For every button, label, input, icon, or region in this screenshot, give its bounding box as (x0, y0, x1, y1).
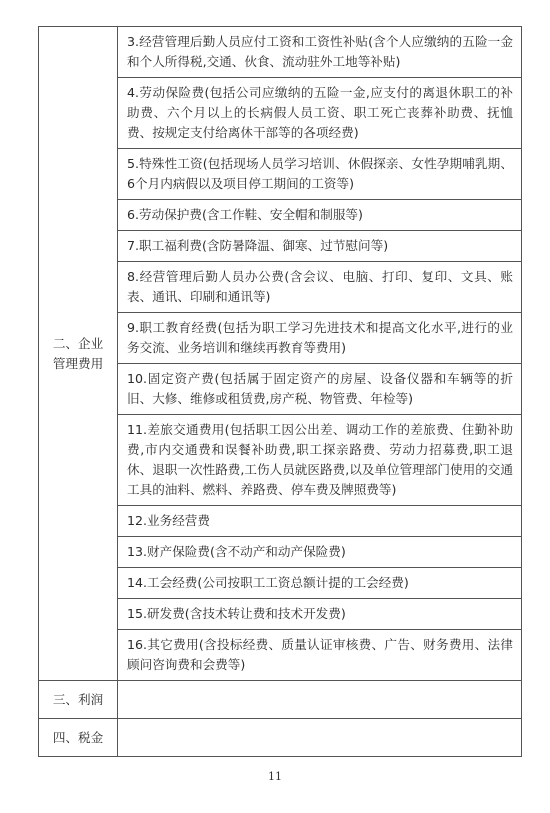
item-cell: 3.经营管理后勤人员应付工资和工资性补贴(含个人应缴纳的五险一金和个人所得税,交通、伙食、流动驻外工地等补贴) (118, 27, 522, 78)
table-row (39, 27, 522, 78)
item-cell: 13.财产保险费(含不动产和动产保险费) (118, 537, 522, 568)
category-cell-management-expenses (39, 27, 118, 681)
item-cell: 12.业务经营费 (118, 506, 522, 537)
empty-cell (118, 681, 522, 719)
category-cell-profit: 三、利润 (39, 681, 118, 719)
item-cell: 5.特殊性工资(包括现场人员学习培训、休假探亲、女性孕期哺乳期、6个月内病假以及项目停工期间的工资等) (118, 149, 522, 200)
item-cell: 8.经营管理后勤人员办公费(含会议、电脑、打印、复印、文具、账表、通讯、印刷和通讯等) (118, 262, 522, 313)
item-cell: 11.差旅交通费用(包括职工因公出差、调动工作的差旅费、住勤补助费,市内交通费和误餐补助费,职工探亲路费、劳动力招募费,职工退休、退职一次性路费,工伤人员就医路费,以及单位管理部门使用的交通工具的油料、燃料、养路费、停车费及牌照费等) (118, 415, 522, 506)
item-cell: 16.其它费用(含投标经费、质量认证审核费、广告、财务费用、法律顾问咨询费和会费等) (118, 630, 522, 681)
item-cell: 7.职工福利费(含防暑降温、御寒、过节慰问等) (118, 231, 522, 262)
item-cell: 14.工会经费(公司按职工工资总额计提的工会经费) (118, 568, 522, 599)
item-cell: 9.职工教育经费(包括为职工学习先进技术和提高文化水平,进行的业务交流、业务培训和继续再教育等费用) (118, 313, 522, 364)
item-cell: 10.固定资产费(包括属于固定资产的房屋、设备仪器和车辆等的折旧、大修、维修或租赁费,房产税、物管费、年检等) (118, 364, 522, 415)
category-cell-tax: 四、税金 (39, 719, 118, 757)
empty-cell (118, 719, 522, 757)
item-cell: 6.劳动保护费(含工作鞋、安全帽和制服等) (118, 200, 522, 231)
expense-table (38, 26, 522, 757)
table-row-profit (39, 681, 522, 719)
table-row-tax (39, 719, 522, 757)
page-number: 11 (268, 770, 282, 783)
item-cell: 15.研发费(含技术转让费和技术开发费) (118, 599, 522, 630)
category-label-line2: 管理费用 (52, 355, 104, 371)
item-cell: 4.劳动保险费(包括公司应缴纳的五险一金,应支付的离退休职工的补助费、六个月以上的长病假人员工资、职工死亡丧葬补助费、抚恤费、按规定支付给离休干部等的各项经费) (118, 78, 522, 149)
category-label-line1: 二、企业 (52, 335, 104, 351)
